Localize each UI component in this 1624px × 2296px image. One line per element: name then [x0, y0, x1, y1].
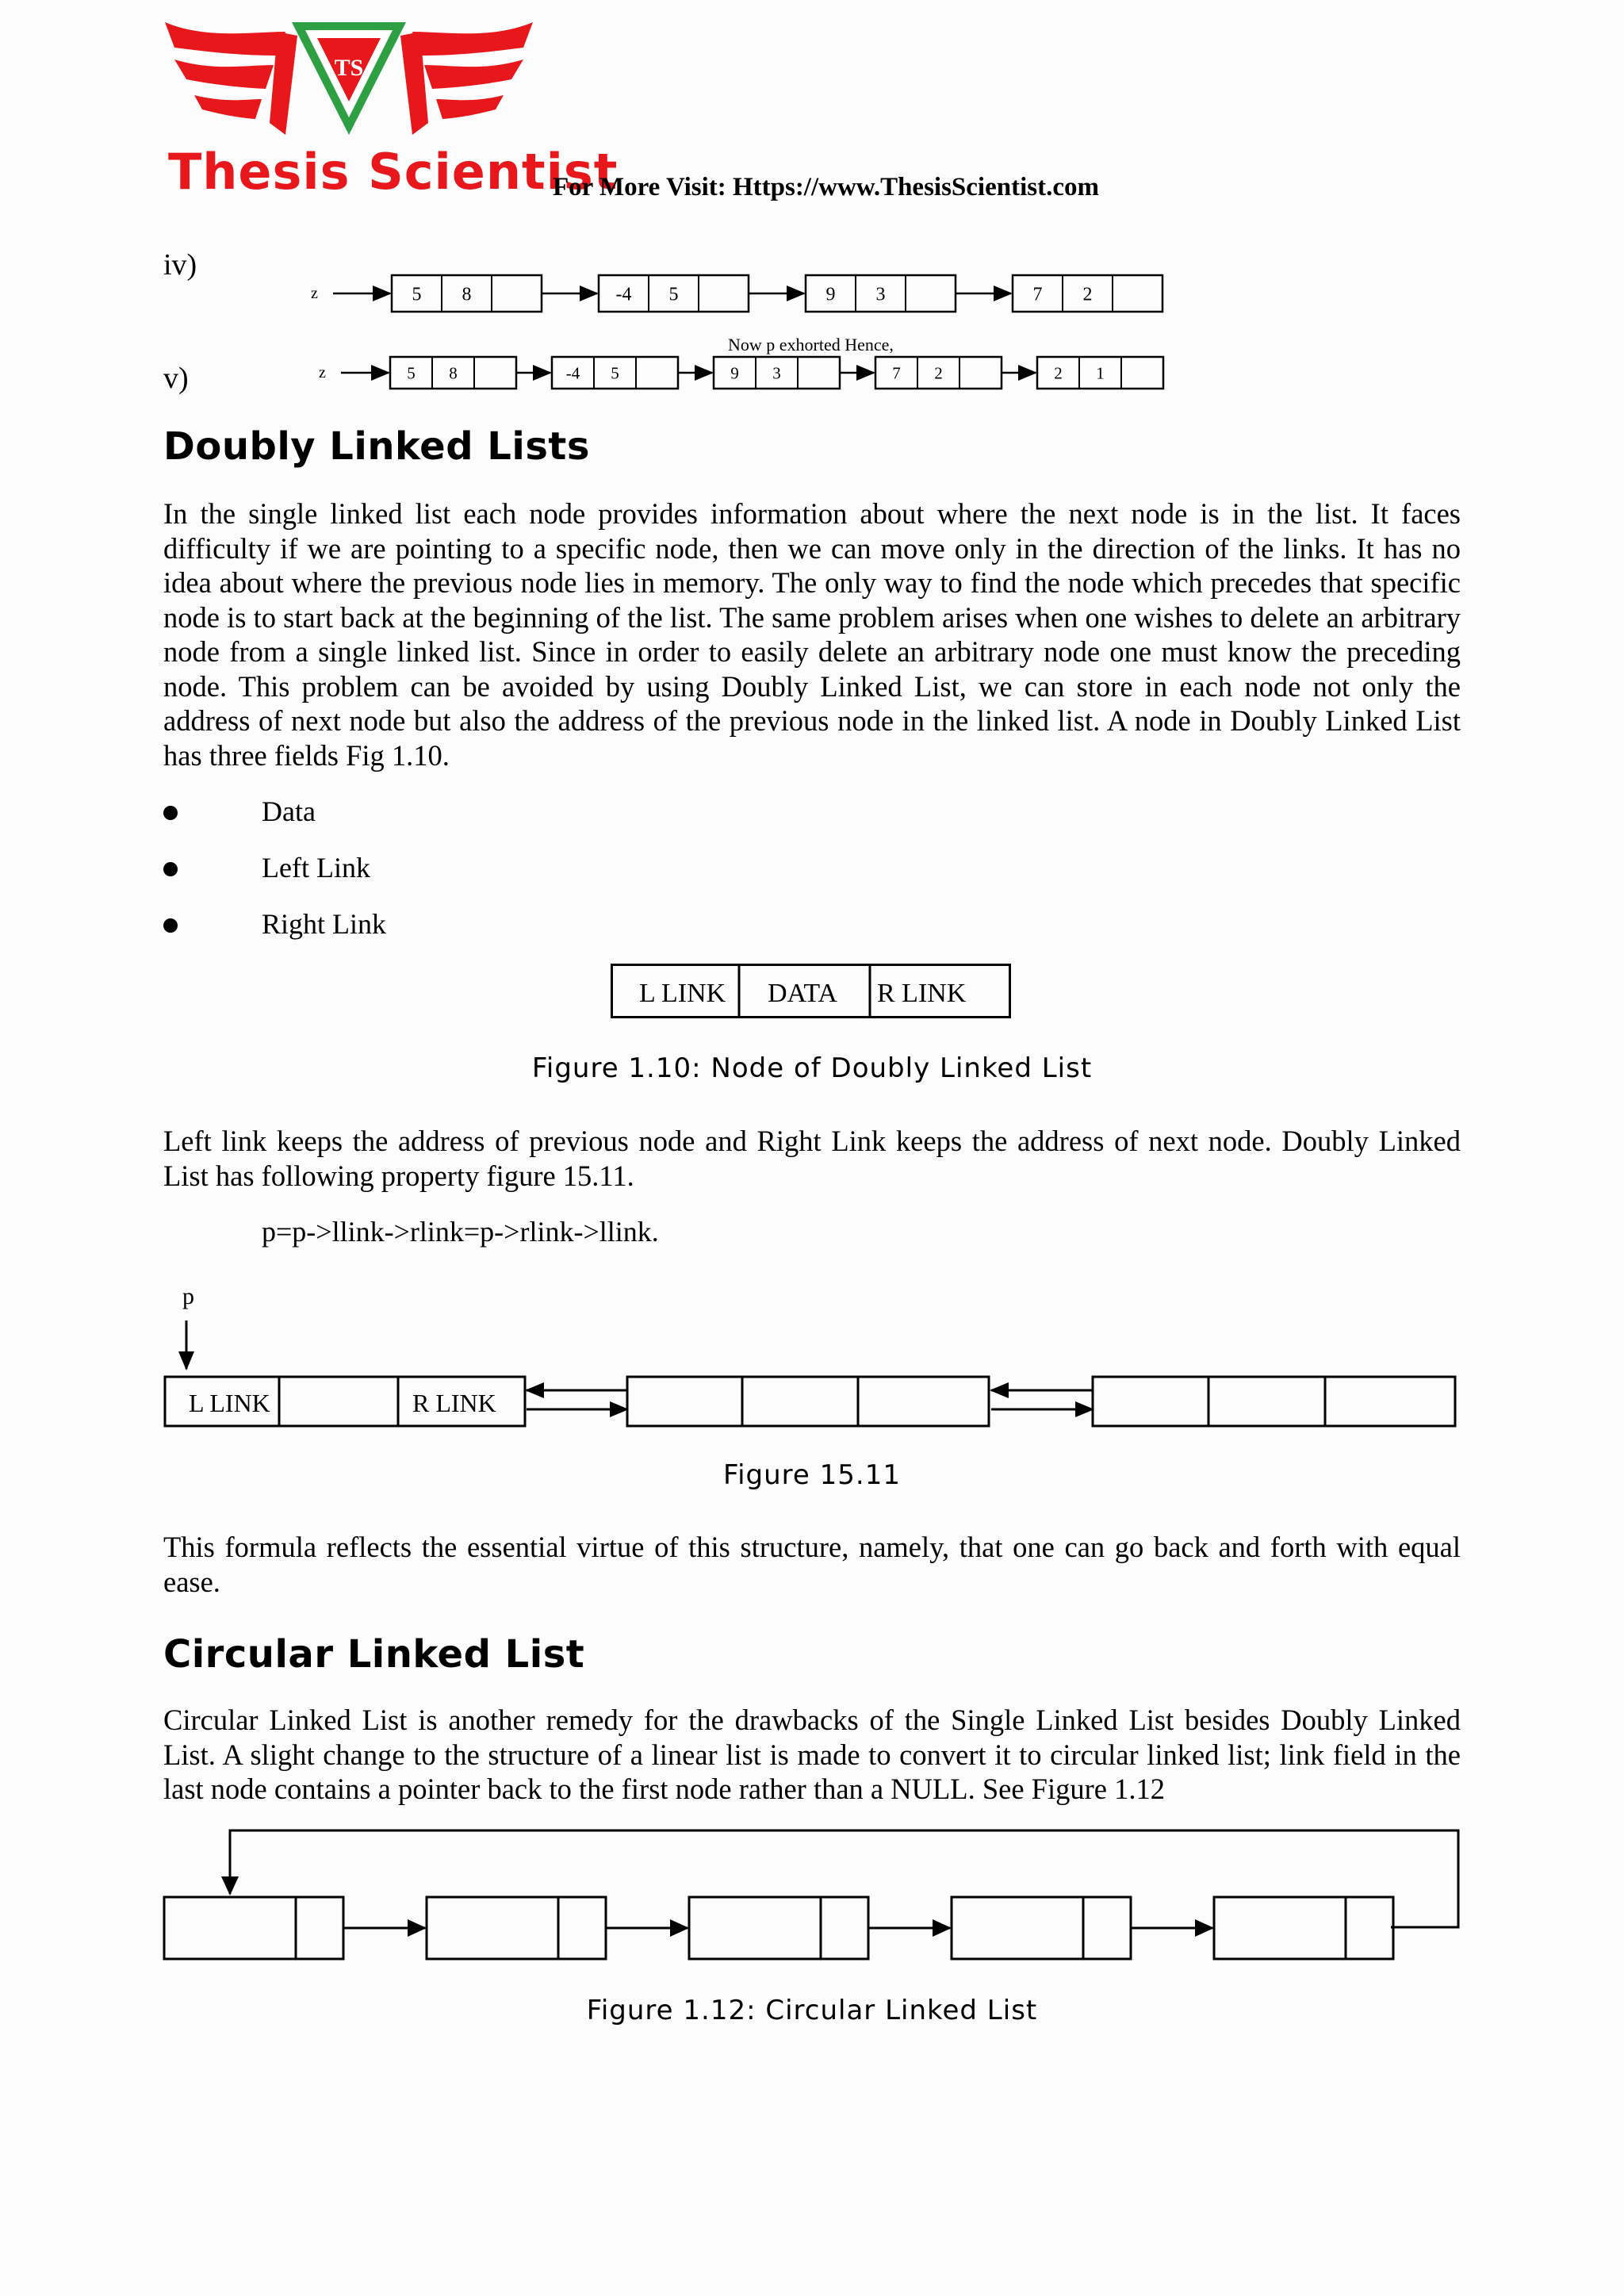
- list-row-v: [319, 357, 1163, 389]
- circular-node: [164, 1897, 343, 1959]
- node-field-data: DATA: [768, 979, 837, 1008]
- logo-emblem-text: TS: [334, 55, 364, 81]
- property-formula: p=p->llink->rlink=p->rlink->llink.: [262, 1216, 659, 1248]
- fig-node-llink-label: L LINK: [189, 1389, 270, 1417]
- node-field-rlink: R LINK: [877, 979, 967, 1008]
- pointer-label: z: [311, 285, 318, 302]
- pointer-label: z: [319, 364, 326, 381]
- node-value: 7: [1032, 284, 1043, 305]
- doubly-paragraph-2: Left link keeps the address of previous node and Right Link keeps the address of next node. Doubly Linked List has following property figure 15.11.: [163, 1125, 1461, 1192]
- figure-1-12: [0, 1824, 1624, 1967]
- doubly-paragraph-3: This formula reflects the essential virtue of this structure, namely, that one can go back and forth with equal ease.: [163, 1531, 1461, 1598]
- figure-1-10-caption: Figure 1.10: Node of Doubly Linked List: [531, 1052, 1093, 1084]
- pointer-p-label: p: [182, 1283, 194, 1309]
- circular-node: [427, 1897, 606, 1959]
- node-value: 2: [934, 363, 943, 383]
- node-value: 5: [611, 363, 619, 383]
- node-value: 9: [825, 284, 836, 305]
- node-value: 2: [1082, 284, 1093, 305]
- label-iv: iv): [163, 248, 197, 282]
- node-value: 9: [730, 363, 739, 383]
- node-value: 8: [449, 363, 458, 383]
- bullet-dot: [163, 918, 178, 933]
- node-value: 5: [407, 363, 416, 383]
- circular-back-pointer: [230, 1830, 1458, 1927]
- doubly-node-figure: [611, 964, 1015, 1021]
- bullet-dot: [163, 806, 178, 820]
- node-value: 5: [412, 284, 422, 305]
- circular-paragraph: Circular Linked List is another remedy for the drawbacks of the Single Linked List besides Doubly Linked List. A slight change to the structure of a linear list is made to convert it to circular linked list; link field in the last node contains a pointer back to the first node rather than a NULL. See Figure 1.12: [163, 1704, 1461, 1805]
- list-row-iv: [311, 275, 1162, 312]
- node-value: 5: [668, 284, 679, 305]
- node-value: 3: [772, 363, 781, 383]
- bullet-text: Data: [262, 795, 316, 827]
- visit-link[interactable]: For More Visit: Https://www.ThesisScientist.com: [553, 173, 1099, 201]
- figure-1-12-caption: Figure 1.12: Circular Linked List: [586, 1995, 1038, 2026]
- node-value: 3: [875, 284, 886, 305]
- node-value: -4: [615, 284, 632, 305]
- node-value: 2: [1054, 363, 1063, 383]
- doubly-paragraph-1: In the single linked list each node provides information about where the next node is in the list. It faces difficulty if we are pointing to a specific node, then we can move only in the direction of the links. It has no idea about where the previous node lies in memory. The only way to find the node which precedes that specific node is to start back at the beginning of the list. The same problem arises when one wishes to delete an arbitrary node from a single linked list. Since in order to easily delete an arbitrary node one must know the preceding node. This problem can be avoided by using Doubly Linked List, we can store in each node not only the address of next node but also the address of the previous node in the linked list. A node in Doubly Linked List has three fields Fig 1.10.: [163, 497, 1461, 772]
- label-v: v): [163, 362, 189, 395]
- circular-node: [1214, 1897, 1393, 1959]
- node-value: 8: [462, 284, 472, 305]
- annotation-text: Now p exhorted Hence,: [728, 335, 894, 355]
- circular-nodes: [164, 1897, 1393, 1959]
- circular-node: [952, 1897, 1131, 1959]
- top-list-figures: [0, 0, 1624, 412]
- bullet-dot: [163, 862, 178, 876]
- circular-node: [689, 1897, 868, 1959]
- node-value: -4: [565, 363, 580, 383]
- node-value: 1: [1096, 363, 1105, 383]
- figure-15-11-caption: Figure 15.11: [723, 1459, 901, 1491]
- node-value: 7: [892, 363, 901, 383]
- figure-15-11: [0, 1301, 1624, 1443]
- bullet-text: Right Link: [262, 908, 387, 940]
- node-field-llink: L LINK: [639, 979, 726, 1008]
- logo-text: Thesis Scientist: [168, 143, 619, 201]
- section-title-doubly: Doubly Linked Lists: [163, 424, 590, 469]
- fig-node-rlink-label: R LINK: [412, 1389, 496, 1417]
- section-title-circular: Circular Linked List: [163, 1632, 585, 1677]
- bullet-text: Left Link: [262, 852, 370, 884]
